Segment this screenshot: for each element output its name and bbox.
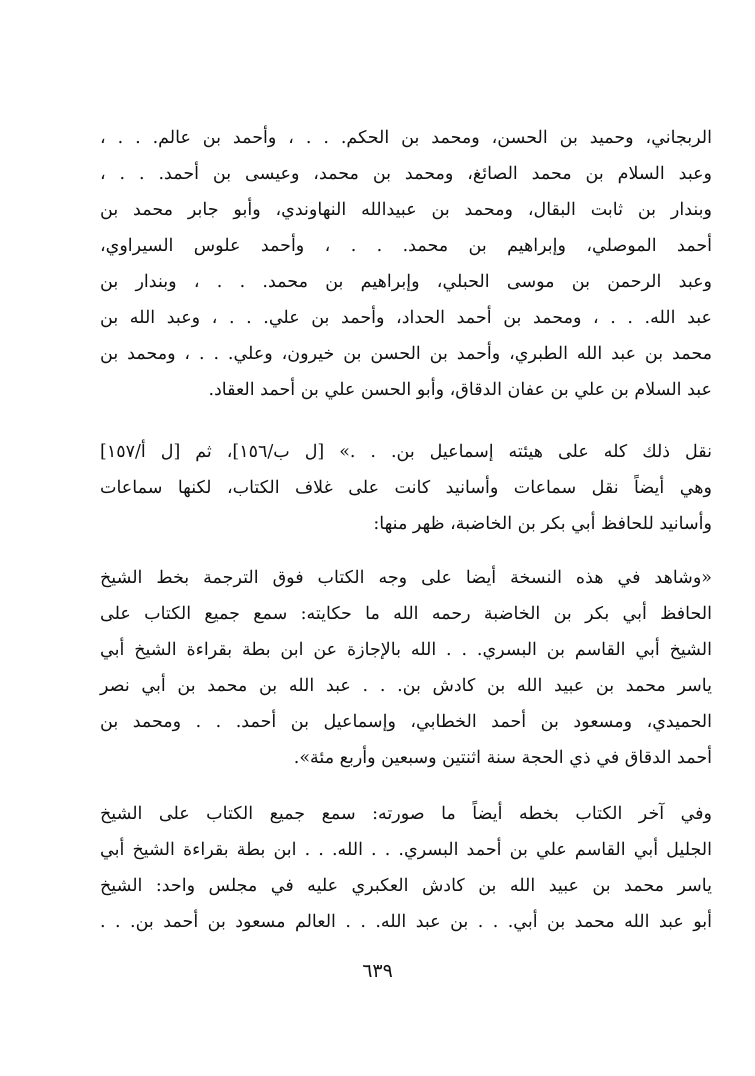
- text-line: وبندار بن ثابت البقال، ومحمد بن عبيدالله النهاوندي، وأبو جابر محمد بن: [100, 200, 712, 220]
- text-line: محمد بن عبد الله الطبري، وأحمد بن الحسن بن خيرون، وعلي. . . ، ومحمد بن: [100, 344, 712, 364]
- text-line: وفي آخر الكتاب بخطه أيضاً ما صورته: سمع جميع الكتاب على الشيخ: [100, 804, 712, 824]
- text-line: أحمد الدقاق في ذي الحجة سنة اثنتين وسبعين وأربع مئة».: [293, 748, 712, 768]
- text-line: نقل ذلك كله على هيئته إسماعيل بن. . .» [ل ب/١٥٦]، ثم [ل أ/١٥٧]: [100, 442, 712, 462]
- text-line: «وشاهد في هذه النسخة أيضا على وجه الكتاب فوق الترجمة بخط الشيخ: [100, 568, 712, 588]
- text-line: الشيخ أبي القاسم بن البسري. . . الله بالإجازة عن ابن بطة بقراءة الشيخ أبي: [100, 640, 712, 660]
- text-line: ياسر محمد بن عبيد الله بن كادش العكبري عليه في مجلس واحد: الشيخ: [100, 876, 712, 896]
- text-line: عبد السلام بن علي بن عفان الدقاق، وأبو الحسن علي بن أحمد العقاد.: [208, 380, 712, 400]
- text-line: أحمد الموصلي، وإبراهيم بن محمد. . . ، وأحمد علوس السيراوي،: [100, 236, 712, 256]
- paragraph-quoted-sama: [100, 560, 712, 776]
- text-line: وعبد الرحمن بن موسى الحبلي، وإبراهيم بن محمد. . . ، وبندار بن: [100, 272, 712, 292]
- text-line: أبو عبد الله محمد بن أبي. . . بن عبد الله. . . العالم مسعود بن أحمد بن. . .: [100, 912, 712, 932]
- text-line: ياسر محمد بن عبيد الله بن كادش بن. . . عبد الله بن محمد بن أبي نصر: [100, 676, 712, 696]
- paragraph-transmission-note: [100, 434, 712, 542]
- paragraph-book-end-note: [100, 796, 712, 940]
- page-number: ٦٣٩: [362, 960, 393, 982]
- text-line: وهي أيضاً نقل سماعات وأسانيد كانت على غلاف الكتاب، لكنها سماعات: [100, 478, 712, 498]
- paragraph-narrators-list: [100, 120, 712, 408]
- text-line: عبد الله. . . ، ومحمد بن أحمد الحداد، وأحمد بن علي. . . ، وعبد الله بن: [100, 308, 712, 328]
- text-line: وأسانيد للحافظ أبي بكر بن الخاضبة، ظهر منها:: [373, 514, 712, 534]
- text-line: الحميدي، ومسعود بن أحمد الخطابي، وإسماعيل بن أحمد. . . ومحمد بن: [100, 712, 712, 732]
- text-line: وعبد السلام بن محمد الصائغ، ومحمد بن محمد، وعيسى بن أحمد. . . ،: [100, 164, 712, 184]
- text-line: الربجاني، وحميد بن الحسن، ومحمد بن الحكم. . . ، وأحمد بن عالم. . . ،: [100, 128, 712, 148]
- text-line: الجليل أبي القاسم علي بن أحمد البسري. . . الله. . . ابن بطة بقراءة الشيخ أبي: [100, 840, 712, 860]
- text-line: الحافظ أبي بكر بن الخاضبة رحمه الله ما حكايته: سمع جميع الكتاب على: [100, 604, 712, 624]
